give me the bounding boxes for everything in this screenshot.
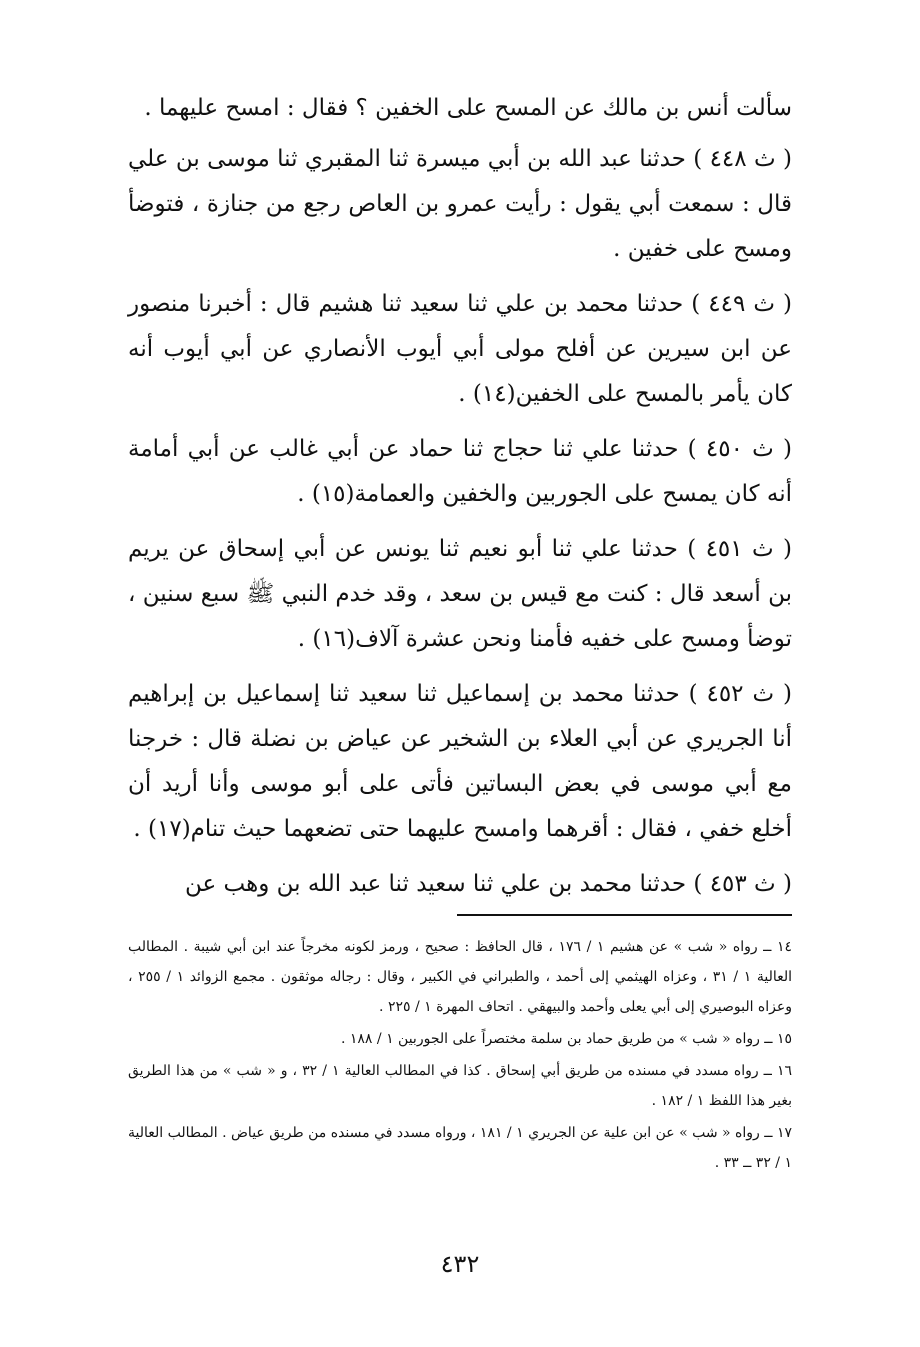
main-text: [128, 86, 792, 917]
footnote-17: ١٧ ــ رواه « شب » عن ابن علية عن الجريري ١ / ١٨١ ، ورواه مسدد في مسنده من طريق عياض . المطالب العالية ١ / ٣٢ ــ ٣٣ .: [128, 1125, 792, 1171]
page-number: ٤٣٢: [440, 1250, 480, 1278]
paragraph-448: ( ث ٤٤٨ ) حدثنا عبد الله بن أبي ميسرة ثنا المقبري ثنا موسى بن علي قال : سمعت أبي يقول : رأيت عمرو بن العاص رجع من جنازة ، فتوضأ ومسح على خفين .: [128, 146, 792, 262]
footnote-separator: [457, 914, 792, 916]
footnote-16: ١٦ ــ رواه مسدد في مسنده من طريق أبي إسحاق . كذا في المطالب العالية ١ / ٣٢ ، و « شب » من هذا الطريق بغير هذا اللفظ ١ / ١٨٢ .: [128, 1063, 792, 1109]
footnote-14: ١٤ ــ رواه « شب » عن هشيم ١ / ١٧٦ ، قال الحافظ : صحيح ، ورمز لكونه مخرجاً عند ابن أبي شيبة . المطالب العالية ١ / ٣١ ، وعزاه الهيثمي إلى أحمد ، والطبراني في الكبير ، وقال : رجاله موثقون . مجمع الزوائد ١ / ٢٥٥ ، وعزاه البوصيري إلى أبي يعلى وأحمد والبيهقي . اتحاف المهرة ١ / ٢٢٥ .: [128, 939, 793, 1015]
paragraph-450: ( ث ٤٥٠ ) حدثنا علي ثنا حجاج ثنا حماد عن أبي غالب عن أبي أمامة أنه كان يمسح على الجوربين والخفين والعمامة(١٥) .: [128, 436, 793, 507]
paragraph-intro: سألت أنس بن مالك عن المسح على الخفين ؟ فقال : امسح عليهما .: [144, 95, 792, 121]
footnotes: [128, 932, 792, 1180]
paragraph-453: ( ث ٤٥٣ ) حدثنا محمد بن علي ثنا سعيد ثنا عبد الله بن وهب عن: [184, 871, 792, 897]
paragraph-449: ( ث ٤٤٩ ) حدثنا محمد بن علي ثنا سعيد ثنا هشيم قال : أخبرنا منصور عن ابن سيرين عن أفلح مولى أبي أيوب الأنصاري عن أبي أيوب أنه كان يأمر بالمسح على الخفين(١٤) .: [128, 291, 792, 407]
paragraph-452: ( ث ٤٥٢ ) حدثنا محمد بن إسماعيل ثنا سعيد ثنا إسماعيل بن إبراهيم أنا الجريري عن أبي العلاء بن الشخير عن عياض بن نضلة قال : خرجنا مع أبي موسى في بعض البساتين فأتى على أبو موسى وأنا أريد أن أخلع خفي ، فقال : أقرهما وامسح عليهما حتى تضعهما حيث تنام(١٧) .: [128, 681, 792, 842]
footnote-15: ١٥ ــ رواه « شب » من طريق حماد بن سلمة مختصراً على الجوربين ١ / ١٨٨ .: [340, 1031, 792, 1047]
paragraph-451: ( ث ٤٥١ ) حدثنا علي ثنا أبو نعيم ثنا يونس عن أبي إسحاق عن يريم بن أسعد قال : كنت مع قيس بن سعد ، وقد خدم النبي ﷺ سبع سنين ، توضأ ومسح على خفيه فأمنا ونحن عشرة آلاف(١٦) .: [128, 536, 792, 652]
